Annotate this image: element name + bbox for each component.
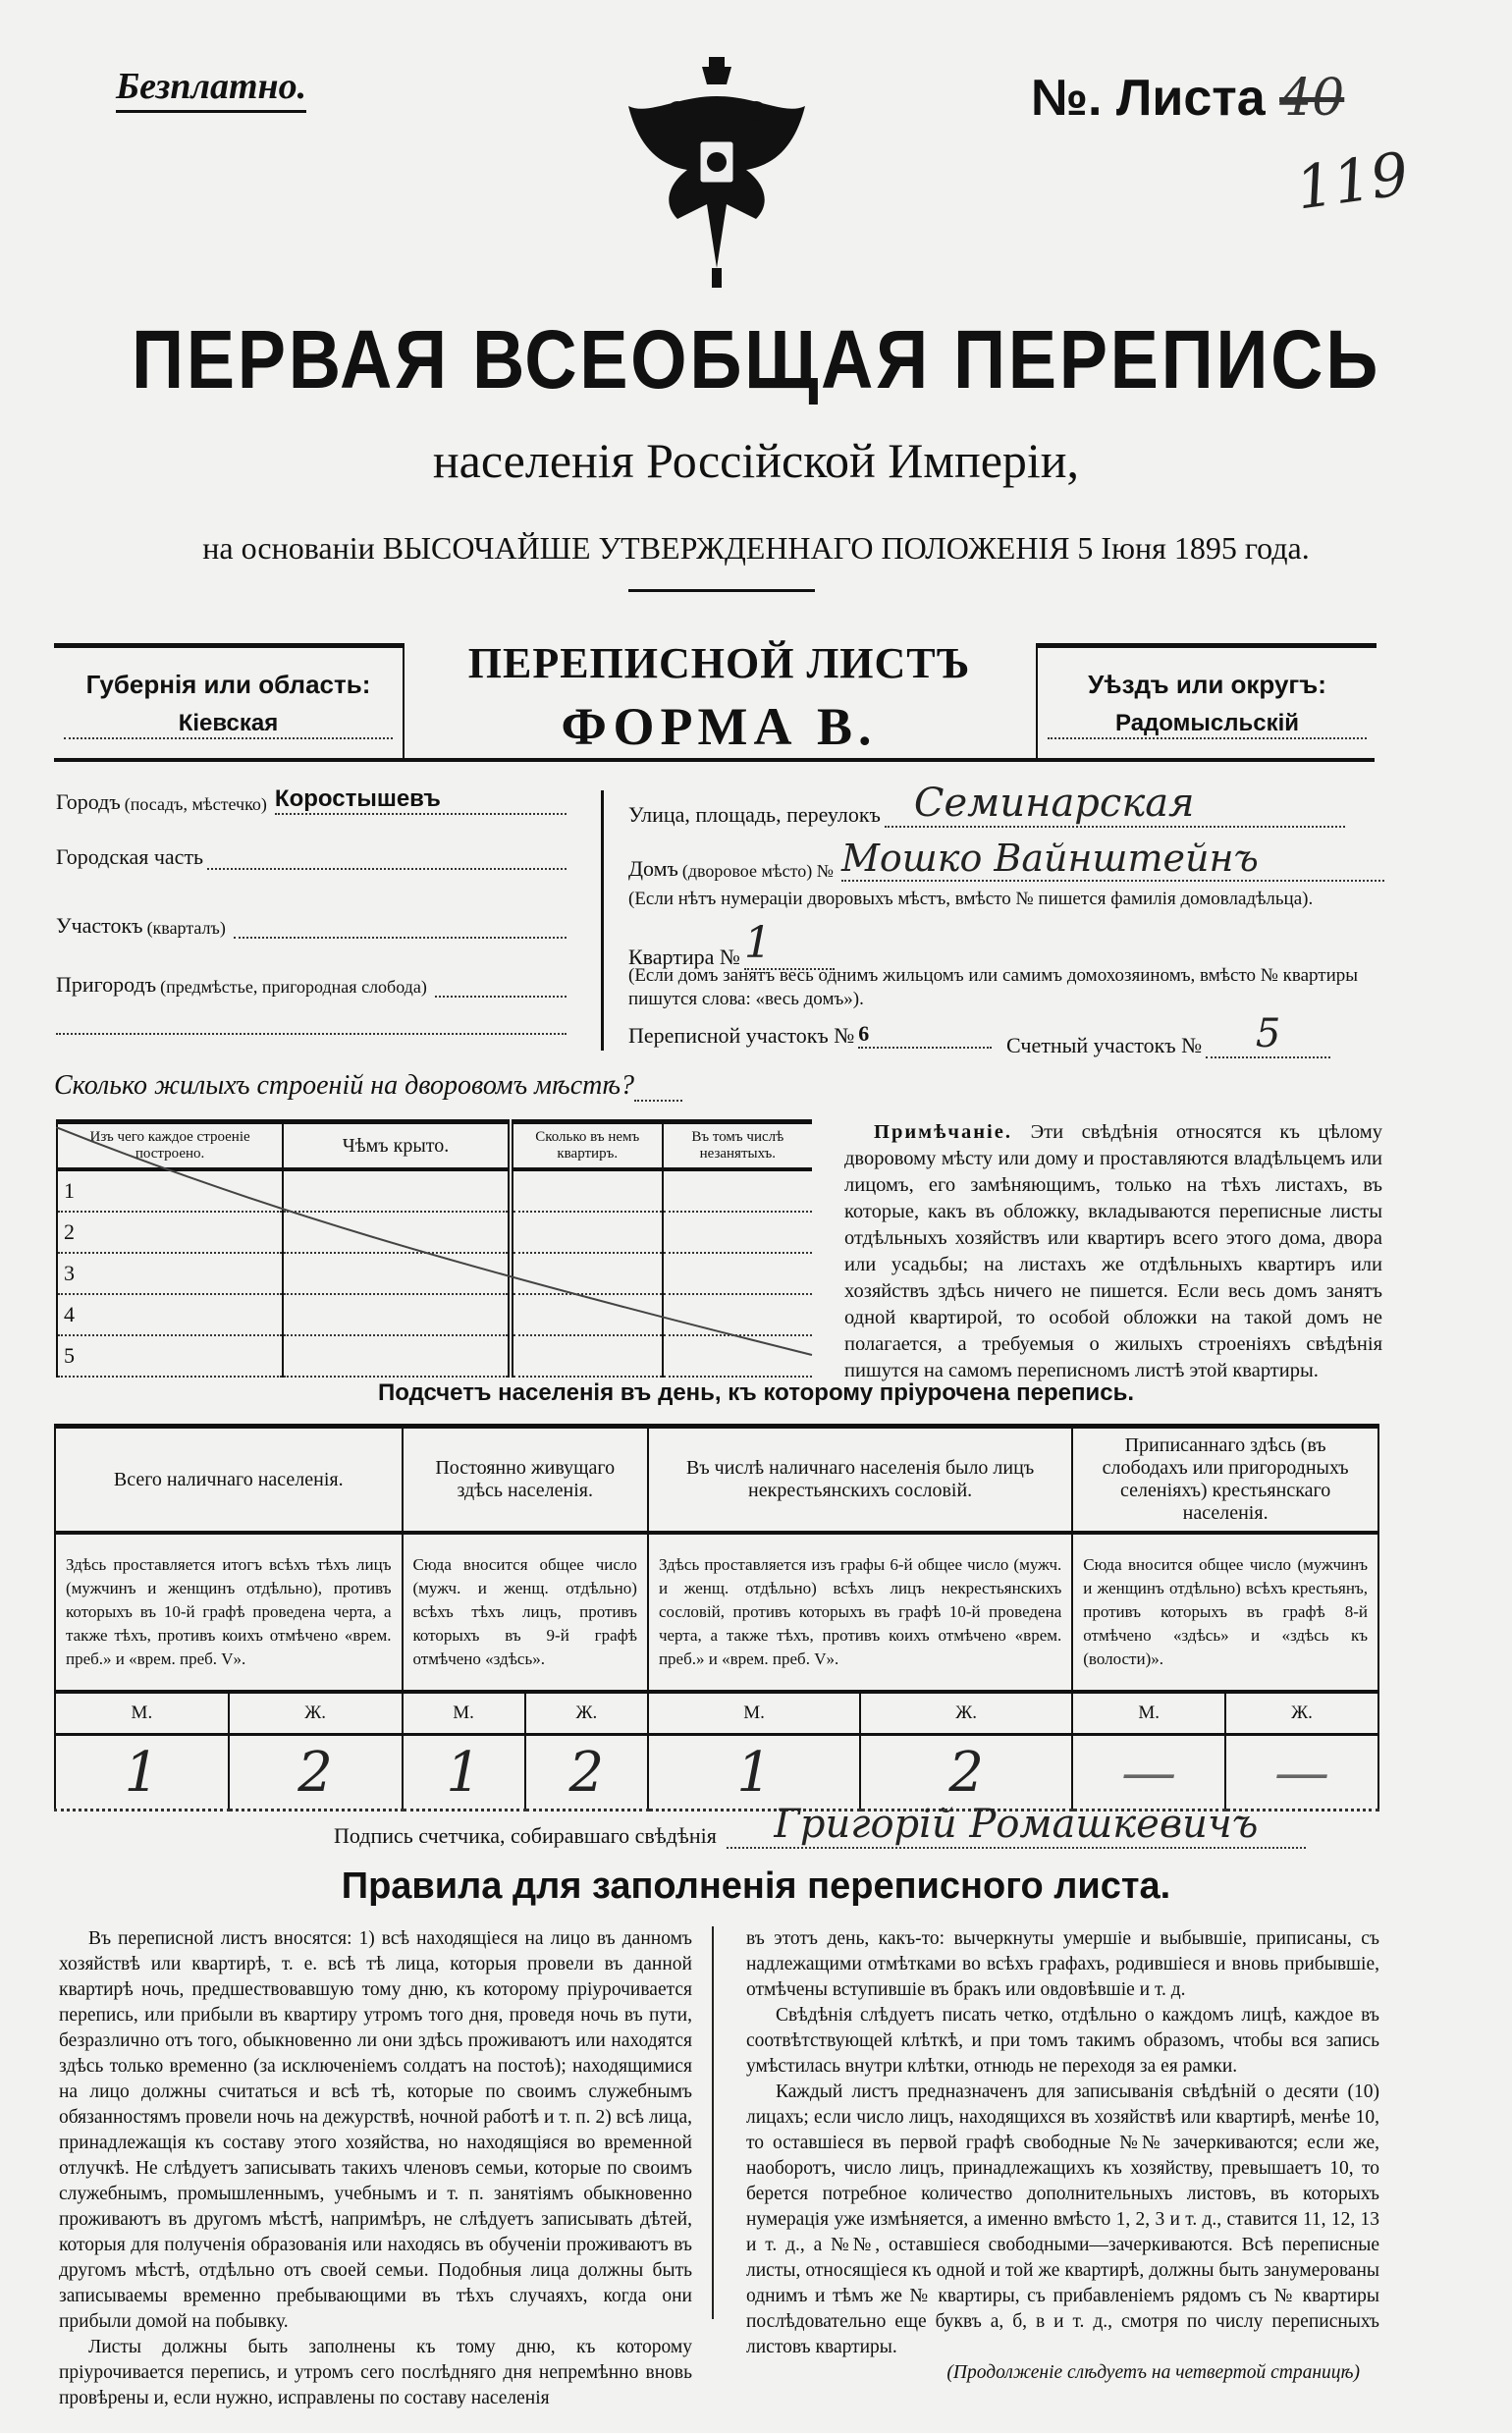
population-table xyxy=(54,1424,1379,1811)
imperial-eagle-emblem-icon xyxy=(619,57,815,288)
signature-label: Подпись счетчика, собиравшаго свѣдѣнія xyxy=(334,1823,717,1848)
group-header: Всего наличнаго населенія. xyxy=(55,1427,403,1534)
signature-value: Григорій Ромашкевичъ xyxy=(727,1802,1306,1849)
apartment-note: (Если домъ занятъ весь однимъ жильцомъ или самимъ домохозяиномъ, вмѣсто № квартиры пишутся слова: «весь домъ»). xyxy=(628,965,1359,1009)
female-label: Ж. xyxy=(860,1692,1072,1735)
column-header: Изъ чего каждое строеніе построено. xyxy=(57,1122,283,1170)
apartment-label: Квартира № xyxy=(628,945,740,969)
buildings-answer xyxy=(634,1070,682,1102)
form-title: ПЕРЕПИСНОЙ ЛИСТЪ xyxy=(467,639,971,687)
city-value: Коростышевъ xyxy=(275,785,567,815)
buildings-question-label: Сколько жилыхъ строеній на дворовомъ мѣстѣ? xyxy=(54,1070,635,1101)
page-title: ПЕРВАЯ ВСЕОБЩАЯ ПЕРЕПИСЬ xyxy=(132,313,1380,406)
column-header: Чѣмъ крыто. xyxy=(283,1122,511,1170)
city-part-label: Городская часть xyxy=(56,844,204,869)
gubernia-box xyxy=(54,643,405,761)
gubernia-value: Кіевская xyxy=(64,710,393,739)
group-description: Сюда вносится общее число (мужч. и женщ. отдѣльно) всѣхъ тѣхъ лицъ, противъ которыхъ въ 9-й графѣ отмѣчено «здѣсь». xyxy=(403,1533,648,1692)
female-label: Ж. xyxy=(1225,1692,1378,1735)
sheet-number xyxy=(1031,69,1344,128)
column-header: Сколько въ немъ квартиръ. xyxy=(511,1122,663,1170)
divider xyxy=(628,589,815,592)
sex-header-row xyxy=(55,1692,1378,1735)
census-district-label: Переписной участокъ № xyxy=(628,1023,855,1048)
rules-paragraph: Каждый листъ предназначенъ для записыванія свѣдѣній о десяти (10) лицахъ; если число лицъ, находящихся въ хозяйствѣ или квартирѣ, менѣе 10, то оставшіеся въ первой графѣ свободные №№ зачеркиваются; если же, наоборотъ, число лицъ, принадлежащихъ къ хозяйству, превышаетъ 10, то берется потребное количество дополнительныхъ листовъ, въ которыхъ нумерація уже измѣняется, а именно вмѣсто 1, 2, 3 и т. д., ставится 11, 12, 13 и т. д., а №№, оставшіеся свободными—зачеркиваются. Всѣ переписные листы, относящіеся къ одной и той же квартирѣ, должны быть занумерованы однимъ и тѣмъ же № квартиры, съ прибавленіемъ рядомъ съ № квартиры послѣдовательно еще буквъ а, б, в и т. д., смотря по числу переписныхъ листовъ квартиры. xyxy=(746,2082,1379,2357)
house-field xyxy=(628,837,1384,882)
row-number: 3 xyxy=(57,1253,283,1294)
female-count: 2 xyxy=(525,1735,648,1811)
count-district-label: Счетный участокъ № xyxy=(1006,1033,1203,1057)
continued-note: (Продолженіе слѣдуетъ на четвертой страницѣ) xyxy=(946,2362,1360,2383)
suburb-hint: (предмѣстье, пригородная слобода) xyxy=(160,977,427,997)
male-count: — xyxy=(1072,1735,1225,1811)
suburb-label: Пригородъ xyxy=(56,972,157,997)
row-number: 5 xyxy=(57,1335,283,1377)
group-header: Въ числѣ наличнаго населенія было лицъ некрестьянскихъ сословій. xyxy=(648,1427,1072,1534)
female-label: Ж. xyxy=(525,1692,648,1735)
column-header: Въ томъ числѣ незанятыхъ. xyxy=(663,1122,812,1170)
uezd-box xyxy=(1036,643,1377,761)
divider xyxy=(601,790,604,1051)
sheet-number-label: №. Листа xyxy=(1031,70,1266,127)
sheet-number-new: 119 xyxy=(1291,139,1413,224)
population-title: Подсчетъ населенія въ день, къ которому пріурочена перепись. xyxy=(378,1379,1134,1406)
group-header: Постоянно живущаго здѣсь населенія. xyxy=(403,1427,648,1534)
group-description: Сюда вносится общее число (мужчинъ и женщинъ отдѣльно) всѣхъ крестьянъ, противъ которыхъ въ графѣ 8-й отмѣчено «здѣсь» и «здѣсь къ (волости)». xyxy=(1072,1533,1378,1692)
district-label: Участокъ xyxy=(56,913,143,938)
male-label: М. xyxy=(55,1692,229,1735)
city-hint: (посадъ, мѣстечко) xyxy=(124,794,267,814)
form-name: ФОРМА В. xyxy=(561,697,878,756)
district-hint: (кварталъ) xyxy=(146,918,226,938)
female-count: — xyxy=(1225,1735,1378,1811)
group-desc-row xyxy=(55,1533,1378,1692)
count-district-field xyxy=(1006,1011,1330,1058)
free-label: Безплатно. xyxy=(116,65,306,113)
form-title-block xyxy=(403,638,1036,757)
note-title: Примѣчаніе. xyxy=(874,1121,1012,1143)
city-part-field xyxy=(56,844,567,870)
apartment-value: 1 xyxy=(744,918,835,970)
census-district-field xyxy=(628,1021,992,1049)
page-subtitle: населенія Россійской Имперіи, xyxy=(432,433,1080,488)
rules-paragraph: Листы должны быть заполнены къ тому дню, къ которому пріурочивается перепись, и утромъ сего послѣдняго дня непремѣнно вновь провѣрены и, если нужно, исправлены по составу населенія xyxy=(59,2337,692,2408)
city-field xyxy=(56,785,567,815)
enumerator-signature xyxy=(334,1802,1306,1849)
uezd-label: Уѣздъ или округъ: xyxy=(1088,670,1326,699)
row-number: 4 xyxy=(57,1294,283,1335)
sheet-number-old: 40 xyxy=(1279,69,1345,128)
street-field xyxy=(628,781,1345,828)
note-text: Эти свѣдѣнія относятся къ цѣлому дворовому мѣсту или дому и проставляются владѣльцемъ или лицомъ, его замѣняющимъ, только на тѣхъ листахъ, въ которые, какъ въ обложку, вкладываются переписные листы отдѣльныхъ хозяйствъ или квартиръ всего этого дома, двора или усадьбы; на листахъ же отдѣльныхъ квартиръ или хозяйствъ здѣсь ничего не пишется. Если весь домъ занятъ одной квартирой, то особой обложки на такой домъ не полагается, а требуемыя о жилыхъ строеніяхъ свѣдѣнія пишутся на самомъ переписномъ листѣ этой квартиры. xyxy=(844,1121,1383,1381)
female-label: Ж. xyxy=(229,1692,403,1735)
rules-paragraph: въ этотъ день, какъ-то: вычеркнуты умершіе и выбывшіе, приписаны, съ надлежащими отмѣтками во всѣхъ графахъ, родившіеся и вновь прибывшіе, отмѣчены вступившіе въ бракъ или овдовѣвшіе и т. д. xyxy=(746,1928,1379,2000)
female-count: 2 xyxy=(860,1735,1072,1811)
group-header: Приписаннаго здѣсь (въ слободахъ или пригородныхъ селеніяхъ) крестьянскаго населенія. xyxy=(1072,1427,1378,1534)
district-value xyxy=(234,917,567,939)
rules-left-column xyxy=(59,1926,692,2411)
street-label: Улица, площадь, переулокъ xyxy=(628,802,881,827)
male-label: М. xyxy=(403,1692,525,1735)
rules-paragraph: Свѣдѣнія слѣдуетъ писать четко, отдѣльно о каждомъ лицѣ, каждое въ соотвѣтствующей клѣткѣ, и при томъ такимъ образомъ, чтобы вся запись умѣстилась внутри клѣтки, отнюдь не переходя за ея рамки. xyxy=(746,2005,1379,2077)
city-label: Городъ xyxy=(56,789,121,814)
strike-through-line xyxy=(56,1127,822,1363)
male-label: М. xyxy=(1072,1692,1225,1735)
house-label: Домъ xyxy=(628,856,678,881)
apartment-field xyxy=(628,918,835,970)
male-label: М. xyxy=(648,1692,860,1735)
rules-title: Правила для заполненія переписного листа. xyxy=(341,1865,1171,1907)
divider xyxy=(54,758,1375,762)
house-note: (Если нѣтъ нумераціи дворовыхъ мѣстъ, вмѣсто № пишется фамилія домовладѣльца). xyxy=(628,889,1314,909)
census-district-value: 6 xyxy=(858,1021,992,1049)
city-part-value xyxy=(207,848,567,870)
gubernia-label: Губернія или область: xyxy=(85,670,371,699)
buildings-question xyxy=(54,1070,682,1102)
female-count: 2 xyxy=(229,1735,403,1811)
house-hint: (дворовое мѣсто) № xyxy=(681,861,834,881)
row-number: 2 xyxy=(57,1212,283,1253)
suburb-field xyxy=(56,972,567,998)
street-value: Семинарская xyxy=(885,781,1345,828)
group-description: Здѣсь проставляется итогъ всѣхъ тѣхъ лицъ (мужчинъ и женщинъ отдѣльно), противъ которыхъ въ 10-й графѣ проведена черта, а также тѣхъ, противъ коихъ отмѣчено «врем. преб.» и «врем. преб. V». xyxy=(55,1533,403,1692)
divider xyxy=(712,1926,714,2319)
male-count: 1 xyxy=(648,1735,860,1811)
district-field xyxy=(56,913,567,939)
legal-basis: на основаніи ВЫСОЧАЙШЕ УТВЕРЖДЕННАГО ПОЛОЖЕНІЯ 5 Іюня 1895 года. xyxy=(202,530,1310,566)
count-district-value: 5 xyxy=(1206,1011,1330,1058)
row-number: 1 xyxy=(57,1169,283,1212)
rules-right-column xyxy=(746,1926,1379,2386)
values-row xyxy=(55,1735,1378,1811)
male-count: 1 xyxy=(55,1735,229,1811)
suburb-value xyxy=(435,976,567,998)
house-value: Мошко Вайнштейнъ xyxy=(841,837,1384,882)
male-count: 1 xyxy=(403,1735,525,1811)
rules-paragraph: Въ переписной листъ вносятся: 1) всѣ находящіеся на лицо въ данномъ хозяйствѣ или квартирѣ, т. е. всѣ тѣ лица, которыя провели въ данной квартирѣ ночь, предшествовавшую тому дню, къ которому пріурочивается перепись, или прибыли въ квартиру утромъ того дня, проведя ночь въ пути, безразлично отъ того, обыкновенно ли они здѣсь проживаютъ или находятся здѣсь только временно (за исключеніемъ солдатъ на постоѣ); находящимися на лицо должны считаться и всѣ тѣ, которые по своимъ служебнымъ обязанностямъ провели ночь на дежурствѣ, ночной работѣ и т. п. 2) всѣ лица, принадлежащія къ составу этого хозяйства, но находящіяся во временной отлучкѣ. Не слѣдуетъ записывать такихъ членовъ семьи, которые по своимъ служебнымъ, промышленнымъ, учебнымъ и т. п. занятіямъ обыкновенно проживаютъ въ другомъ мѣстѣ, напримѣръ, не слѣдуетъ записывать дѣтей, которыя для полученія образованія или находясь въ обученіи проживаютъ въ другомъ мѣстѣ, отдѣльно отъ своей семьи. Подобныя лица должны быть записываемы временно пребывающими въ тѣхъ случаяхъ, когда они прибыли домой на побывку. xyxy=(59,1928,692,2332)
group-header-row xyxy=(55,1427,1378,1534)
buildings-note xyxy=(844,1119,1382,1384)
group-description: Здѣсь проставляется изъ графы 6-й общее число (мужч. и женщ. отдѣльно) всѣхъ лицъ некрестьянскихъ сословій, противъ которыхъ въ графѣ 10-й проведена черта, а также тѣхъ, противъ коихъ отмѣчено «врем. преб.» и «врем. преб. V». xyxy=(648,1533,1072,1692)
suburb-extra-line xyxy=(56,1033,567,1035)
uezd-value: Радомысльскій xyxy=(1048,710,1367,739)
